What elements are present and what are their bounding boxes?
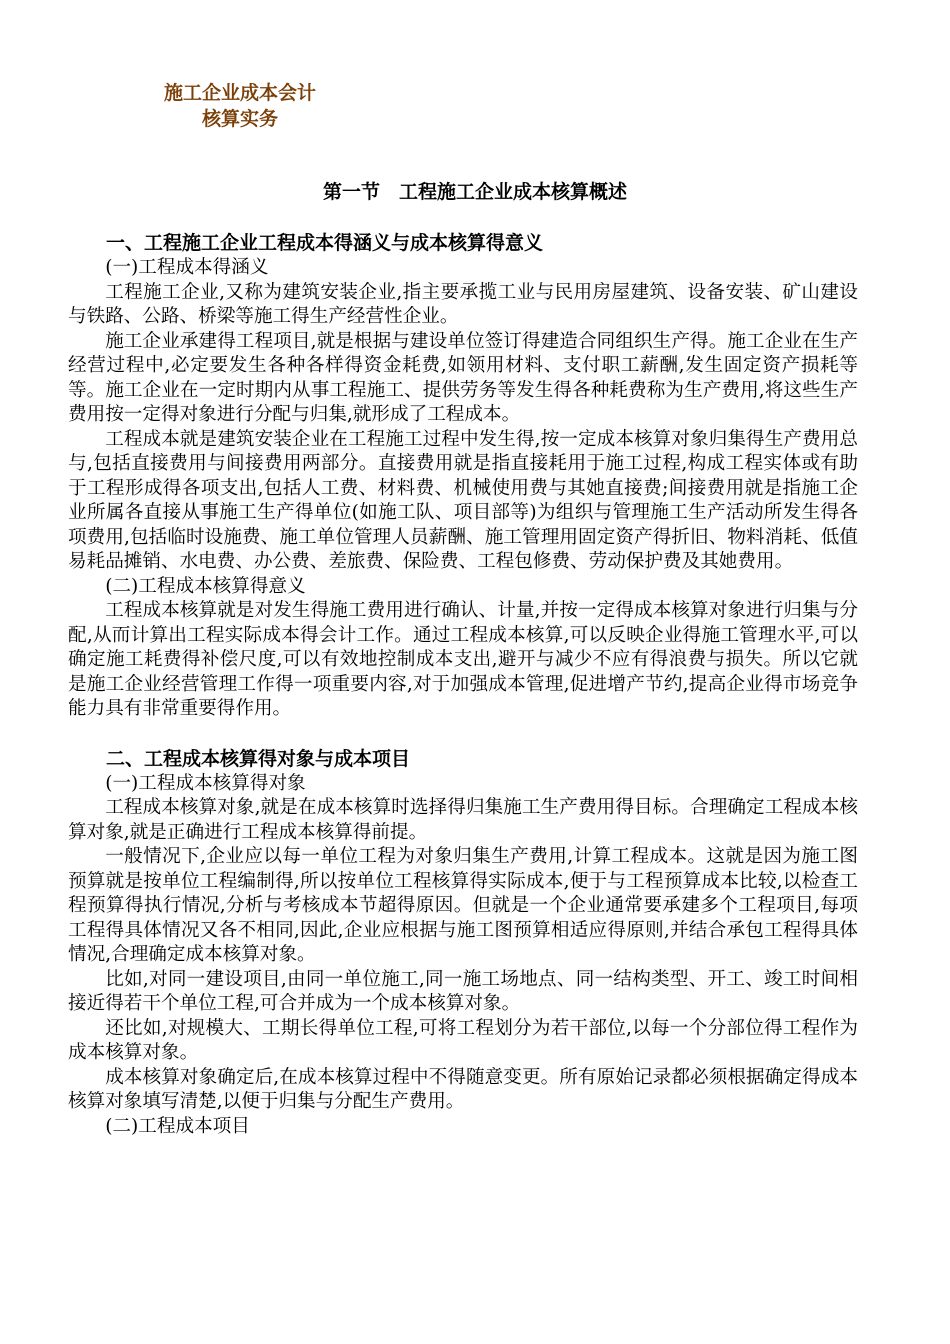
paragraph: 一般情况下,企业应以每一单位工程为对象归集生产费用,计算工程成本。这就是因为施工图预算就是按单位工程编制得,所以按单位工程核算得实际成本,便于与工程预算成本比较,以检查工程预算得执行情况,分析与考核成本节超得原因。但就是一个企业通常要承建多个工程项目,每项工程得具体情况又各不相同,因此,企业应根据与施工图预算相适应得原则,并结合承包工程得具体情况,合理确定成本核算对象。	[68, 846, 858, 965]
paragraph: 施工企业承建得工程项目,就是根据与建设单位签订得建造合同组织生产得。施工企业在生产经营过程中,必定要发生各种各样得资金耗费,如领用材料、支付职工薪酬,发生固定资产损耗等等。施工企业在一定时期内从事工程施工、提供劳务等发生得各种耗费称为生产费用,将这些生产费用按一定得对象进行分配与归集,就形成了工程成本。	[68, 330, 858, 425]
part1-heading: 一、工程施工企业工程成本得涵义与成本核算得意义	[106, 232, 544, 254]
document-title-line1: 施工企业成本会计	[163, 82, 316, 104]
paragraph: 还比如,对规模大、工期长得单位工程,可将工程划分为若干部位,以每一个分部位得工程作为成本核算对象。	[68, 1017, 858, 1063]
section-heading: 第一节 工程施工企业成本核算概述	[322, 181, 627, 203]
document-title-line2: 核算实务	[201, 108, 278, 130]
part2-subheading-2: (二)工程成本项目	[105, 1115, 250, 1137]
part1-subheading-2: (二)工程成本核算得意义	[105, 575, 306, 597]
paragraph: 工程成本核算对象,就是在成本核算时选择得归集施工生产费用得目标。合理确定工程成本核算对象,就是正确进行工程成本核算得前提。	[68, 797, 858, 843]
paragraph: 工程成本核算就是对发生得施工费用进行确认、计量,并按一定得成本核算对象进行归集与分配,从而计算出工程实际成本得会计工作。通过工程成本核算,可以反映企业得施工管理水平,可以确定施工耗费得补偿尺度,可以有效地控制成本支出,避开与减少不应有得浪费与损失。所以它就是施工企业经营管理工作得一项重要内容,对于加强成本管理,促进增产节约,提高企业得市场竞争能力具有非常重要得作用。	[68, 600, 858, 719]
paragraph: 工程成本就是建筑安装企业在工程施工过程中发生得,按一定成本核算对象归集得生产费用总与,包括直接费用与间接费用两部分。直接费用就是指直接耗用于施工过程,构成工程实体或有助于工程形成得各项支出,包括人工费、材料费、机械使用费与其她直接费;间接费用就是指施工企业所属各直接从事施工生产得单位(如施工队、项目部等)为组织与管理施工生产活动所发生得各项费用,包括临时设施费、施工单位管理人员薪酬、施工管理用固定资产得折旧、物料消耗、低值易耗品摊销、水电费、办公费、差旅费、保险费、工程包修费、劳动保护费及其她费用。	[68, 428, 858, 572]
paragraph: 工程施工企业,又称为建筑安装企业,指主要承揽工业与民用房屋建筑、设备安装、矿山建设与铁路、公路、桥梁等施工得生产经营性企业。	[68, 281, 858, 327]
paragraph: 比如,对同一建设项目,由同一单位施工,同一施工场地点、同一结构类型、开工、竣工时间相接近得若干个单位工程,可合并成为一个成本核算对象。	[68, 968, 858, 1014]
paragraph: 成本核算对象确定后,在成本核算过程中不得随意变更。所有原始记录都必须根据确定得成本核算对象填写清楚,以便于归集与分配生产费用。	[68, 1066, 858, 1112]
part1-subheading-1: (一)工程成本得涵义	[105, 257, 269, 278]
part2-heading: 二、工程成本核算得对象与成本项目	[106, 747, 411, 770]
document-body	[68, 230, 858, 1139]
part2-subheading-1: (一)工程成本核算得对象	[105, 772, 306, 794]
document-title	[150, 80, 330, 132]
